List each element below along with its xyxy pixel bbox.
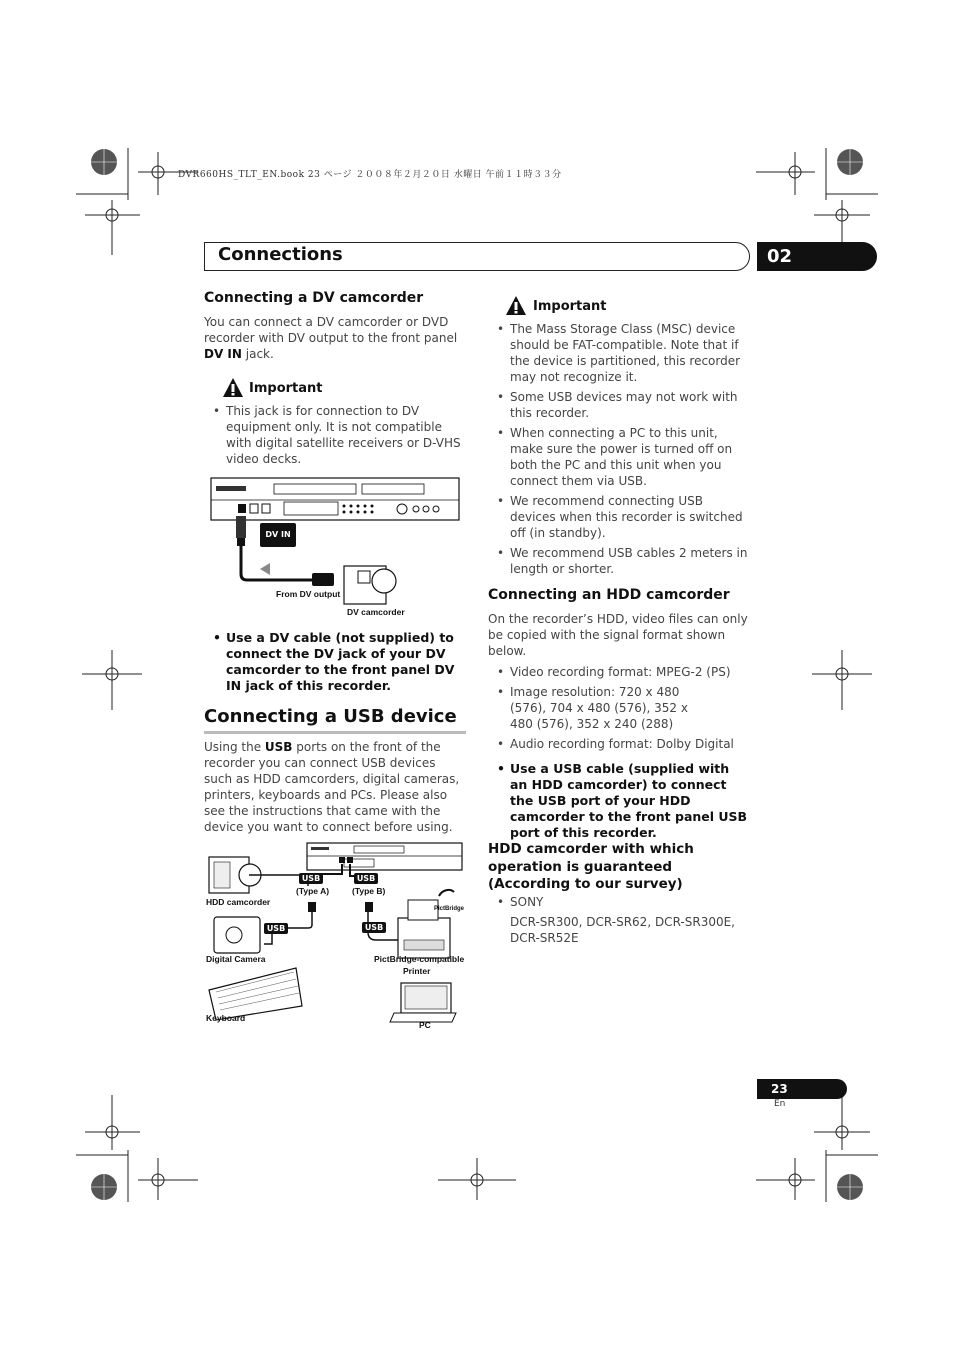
list-item: • Use a USB cable (supplied with an HDD camcorder) to connect the USB port of your HDD camcorder to the front panel USB port of this recorder. bbox=[488, 761, 750, 841]
usb-tag-camera: USB bbox=[264, 923, 288, 934]
usb-tag-b: USB bbox=[354, 873, 378, 884]
important-title: Important bbox=[249, 381, 323, 396]
chapter-title: Connections bbox=[218, 244, 343, 265]
keyboard-label: Keyboard bbox=[206, 1013, 246, 1023]
dv-in-label: DV IN bbox=[260, 523, 296, 547]
hdd-instruction bbox=[488, 761, 750, 845]
model-list: DCR-SR300, DCR-SR62, DCR-SR300E, DCR-SR52E bbox=[510, 915, 735, 945]
brand-list bbox=[488, 894, 750, 914]
usb-connection-figure bbox=[204, 840, 466, 1035]
usb-intro: Using the USB ports on the front of the recorder you can connect USB devices such as HDD camcorders, digital cameras, printers, keyboards and PCs. Please also see the instructions that came with the device you want to connect before using. bbox=[204, 740, 460, 834]
usb-heading: Connecting a USB device bbox=[204, 706, 457, 727]
list-item: • This jack is for connection to DV equipment only. It is not compatible with digital satellite receivers or D-VHS video decks. bbox=[204, 403, 466, 467]
chapter-number: 02 bbox=[757, 242, 877, 271]
printer-label-2: Printer bbox=[403, 966, 431, 976]
list-item: • We recommend USB cables 2 meters in length or shorter. bbox=[488, 545, 750, 577]
digital-camera-label: Digital Camera bbox=[206, 954, 266, 964]
pc-label: PC bbox=[419, 1020, 431, 1030]
hdd-camcorder-label: HDD camcorder bbox=[206, 897, 271, 907]
guaranteed-heading: HDD camcorder with which operation is guaranteed (According to our survey) bbox=[488, 841, 694, 892]
dv-instruction bbox=[204, 630, 466, 698]
list-item: • Audio recording format: Dolby Digital bbox=[488, 736, 750, 752]
list-item: • Image resolution: 720 x 480 (576), 704 x 480 (576), 352 x 480 (576), 352 x 240 (288) bbox=[488, 684, 750, 732]
pictbridge-logo-label: PictBridge bbox=[434, 906, 465, 912]
warning-hand-icon bbox=[505, 295, 527, 317]
important-title: Important bbox=[533, 299, 607, 314]
usb-heading-rule bbox=[204, 731, 466, 734]
important-list bbox=[204, 403, 466, 471]
list-item: • The Mass Storage Class (MSC) device should be FAT-compatible. Note that if the device is partitioned, this recorder may not recognize it. bbox=[488, 321, 750, 385]
list-item: • SONY bbox=[488, 894, 750, 910]
type-a-label: (Type A) bbox=[296, 886, 330, 896]
usb-tag-printer: USB bbox=[362, 922, 386, 933]
list-item: • When connecting a PC to this unit, make sure the power is turned off on both the PC and this unit when you connect them via USB. bbox=[488, 425, 750, 489]
list-item: • Video recording format: MPEG-2 (PS) bbox=[488, 664, 750, 680]
hdd-heading: Connecting an HDD camcorder bbox=[488, 587, 730, 603]
hdd-intro: On the recorder’s HDD, video files can only be copied with the signal format shown below. bbox=[488, 612, 748, 658]
important-list bbox=[488, 321, 750, 581]
from-dv-output-label: From DV output bbox=[276, 589, 341, 599]
type-b-label: (Type B) bbox=[352, 886, 386, 896]
list-item: • Some USB devices may not work with this recorder. bbox=[488, 389, 750, 421]
list-item: • Use a DV cable (not supplied) to connect the DV jack of your DV camcorder to the front panel DV IN jack of this recorder. bbox=[204, 630, 466, 694]
usb-tag-a: USB bbox=[299, 873, 323, 884]
dv-connection-figure bbox=[204, 474, 466, 624]
printer-label-1: PictBridge-compatible bbox=[374, 954, 465, 964]
list-item: • We recommend connecting USB devices when this recorder is switched off (in standby). bbox=[488, 493, 750, 541]
hdd-spec-list bbox=[488, 664, 750, 756]
page-language: En bbox=[774, 1099, 786, 1109]
dv-intro: You can connect a DV camcorder or DVD recorder with DV output to the front panel DV IN jack. bbox=[204, 315, 458, 361]
dv-heading: Connecting a DV camcorder bbox=[204, 290, 424, 306]
page-number: 23 bbox=[757, 1079, 847, 1099]
warning-hand-icon bbox=[222, 377, 244, 399]
dv-camcorder-label: DV camcorder bbox=[347, 607, 405, 617]
print-info-line: DVR660HS_TLT_EN.book 23 ページ ２００８年２月２０日 水曜日 午前１１時３３分 bbox=[178, 170, 562, 180]
